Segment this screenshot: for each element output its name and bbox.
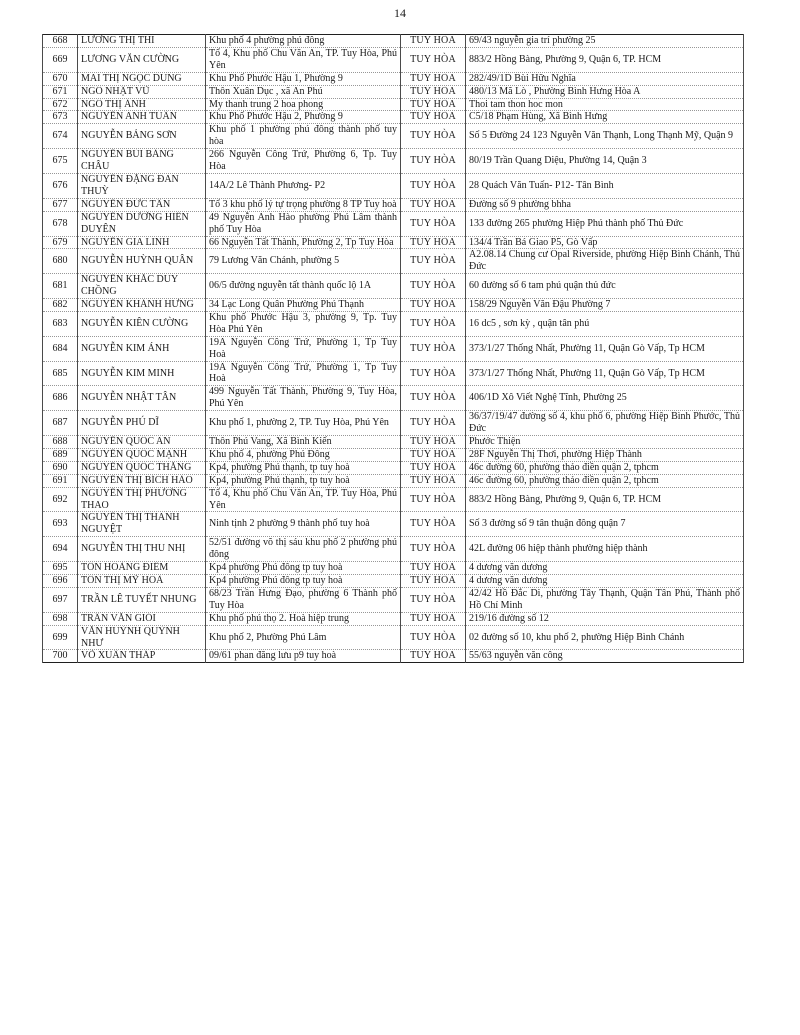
table-row bbox=[43, 625, 744, 650]
cell-name: NGUYỄN DƯƠNG HIỀN DUYÊN bbox=[78, 211, 206, 236]
cell-name: NGUYỄN PHÚ DĨ bbox=[78, 411, 206, 436]
cell-address-2: 219/16 đường số 12 bbox=[466, 612, 744, 625]
table-row bbox=[43, 173, 744, 198]
cell-id: 700 bbox=[43, 650, 78, 663]
cell-id: 675 bbox=[43, 149, 78, 174]
cell-address-1: 14A/2 Lê Thành Phương- P2 bbox=[206, 173, 401, 198]
cell-address-2: 46c đường 60, phường thảo điền quận 2, tphcm bbox=[466, 474, 744, 487]
cell-id: 679 bbox=[43, 236, 78, 249]
cell-name: NGUYỄN THỊ BÍCH HẢO bbox=[78, 474, 206, 487]
cell-region: TUY HÒA bbox=[401, 124, 466, 149]
cell-address-2: 80/19 Trần Quang Diệu, Phường 14, Quận 3 bbox=[466, 149, 744, 174]
cell-address-2: 16 dc5 , sơn kỳ , quận tân phú bbox=[466, 311, 744, 336]
cell-address-2: Phước Thiện bbox=[466, 436, 744, 449]
cell-region: TUY HÒA bbox=[401, 72, 466, 85]
cell-address-2: C5/18 Phạm Hùng, Xã Bình Hưng bbox=[466, 111, 744, 124]
cell-address-2: 480/13 Mã Lò , Phường Bình Hưng Hòa A bbox=[466, 85, 744, 98]
table-row bbox=[43, 198, 744, 211]
table-row bbox=[43, 124, 744, 149]
cell-address-2: A2.08.14 Chung cư Opal Riverside, phường Hiệp Bình Chánh, Thủ Đức bbox=[466, 249, 744, 274]
table-row bbox=[43, 448, 744, 461]
cell-region: TUY HÒA bbox=[401, 512, 466, 537]
cell-address-2: 4 dương văn dương bbox=[466, 574, 744, 587]
cell-id: 699 bbox=[43, 625, 78, 650]
cell-name: NGUYỄN KIM MINH bbox=[78, 361, 206, 386]
table-row bbox=[43, 612, 744, 625]
table-row bbox=[43, 487, 744, 512]
table-row bbox=[43, 47, 744, 72]
cell-name: NGUYỄN ĐẶNG ĐAN THUỲ bbox=[78, 173, 206, 198]
cell-address-1: Khu phố 2, Phường Phú Lâm bbox=[206, 625, 401, 650]
table-row bbox=[43, 474, 744, 487]
table-row bbox=[43, 311, 744, 336]
cell-region: TUY HÒA bbox=[401, 537, 466, 562]
cell-address-2: 133 đường 265 phường Hiệp Phú thành phố Thủ Đức bbox=[466, 211, 744, 236]
table-row bbox=[43, 236, 744, 249]
cell-region: TUY HÒA bbox=[401, 448, 466, 461]
cell-region: TUY HÒA bbox=[401, 198, 466, 211]
cell-address-1: Khu phố 4, phường Phú Đông bbox=[206, 448, 401, 461]
cell-name: NGUYỄN NHẬT TÂN bbox=[78, 386, 206, 411]
cell-address-2: 4 dương văn dương bbox=[466, 562, 744, 575]
cell-address-2: 42L đường 06 hiệp thành phường hiệp thành bbox=[466, 537, 744, 562]
cell-region: TUY HÒA bbox=[401, 650, 466, 663]
cell-name: NGUYỄN BẢNG SƠN bbox=[78, 124, 206, 149]
cell-region: TUY HÒA bbox=[401, 249, 466, 274]
cell-id: 696 bbox=[43, 574, 78, 587]
cell-name: VĂN HUỲNH QUỲNH NHƯ bbox=[78, 625, 206, 650]
cell-region: TUY HÒA bbox=[401, 111, 466, 124]
cell-address-1: Kp4 phường Phú đông tp tuy hoà bbox=[206, 562, 401, 575]
cell-name: NGUYỄN THỊ THU NHỊ bbox=[78, 537, 206, 562]
cell-id: 678 bbox=[43, 211, 78, 236]
cell-address-1: Thôn Xuân Dục , xã An Phú bbox=[206, 85, 401, 98]
cell-address-2: 883/2 Hồng Bàng, Phường 9, Quận 6, TP. HCM bbox=[466, 47, 744, 72]
cell-region: TUY HÒA bbox=[401, 173, 466, 198]
cell-address-1: Tổ 4, Khu phố Chu Văn An, TP. Tuy Hòa, Phú Yên bbox=[206, 47, 401, 72]
cell-region: TUY HÒA bbox=[401, 35, 466, 48]
cell-id: 681 bbox=[43, 274, 78, 299]
cell-region: TUY HÒA bbox=[401, 461, 466, 474]
cell-region: TUY HÒA bbox=[401, 336, 466, 361]
table-row bbox=[43, 111, 744, 124]
cell-address-1: Kp4 phường Phú đông tp tuy hoà bbox=[206, 574, 401, 587]
cell-id: 688 bbox=[43, 436, 78, 449]
cell-address-2: 42/42 Hồ Đắc Di, phường Tây Thạnh, Quận Tân Phú, Thành phố Hồ Chí Minh bbox=[466, 587, 744, 612]
cell-address-1: Thôn Phú Vang, Xã Bình Kiến bbox=[206, 436, 401, 449]
cell-address-2: 46c đường 60, phường thảo điền quận 2, tphcm bbox=[466, 461, 744, 474]
cell-id: 698 bbox=[43, 612, 78, 625]
cell-region: TUY HÒA bbox=[401, 98, 466, 111]
cell-address-1: Khu phố 1 phường phú đông thành phố tuy hòa bbox=[206, 124, 401, 149]
cell-id: 682 bbox=[43, 299, 78, 312]
cell-id: 671 bbox=[43, 85, 78, 98]
cell-address-2: 883/2 Hồng Bàng, Phường 9, Quận 6, TP. HCM bbox=[466, 487, 744, 512]
cell-name: TÔN THỊ MỸ HOÀ bbox=[78, 574, 206, 587]
cell-name: TRẦN LÊ TUYẾT NHUNG bbox=[78, 587, 206, 612]
cell-address-1: 34 Lạc Long Quân Phường Phú Thạnh bbox=[206, 299, 401, 312]
cell-address-1: My thanh trung 2 hoa phong bbox=[206, 98, 401, 111]
roster-table bbox=[42, 34, 744, 663]
table-row bbox=[43, 587, 744, 612]
cell-address-1: Tổ 3 khu phố lý tự trọng phường 8 TP Tuy hoà bbox=[206, 198, 401, 211]
cell-address-1: Khu phố phú thọ 2. Hoà hiệp trung bbox=[206, 612, 401, 625]
cell-name: TRẦN VĂN GIỎI bbox=[78, 612, 206, 625]
cell-address-2: 373/1/27 Thống Nhất, Phường 11, Quận Gò Vấp, Tp HCM bbox=[466, 336, 744, 361]
table-row bbox=[43, 211, 744, 236]
cell-name: NGUYỄN QUỐC MẠNH bbox=[78, 448, 206, 461]
cell-address-1: Khu Phố Phước Hậu 1, Phường 9 bbox=[206, 72, 401, 85]
cell-name: NGÔ NHẬT VŨ bbox=[78, 85, 206, 98]
cell-address-1: 49 Nguyễn Anh Hào phường Phú Lâm thành phố Tuy Hòa bbox=[206, 211, 401, 236]
cell-address-2: 69/43 nguyễn gia trí phường 25 bbox=[466, 35, 744, 48]
cell-name: NGUYỄN HUỲNH QUÂN bbox=[78, 249, 206, 274]
table-row bbox=[43, 436, 744, 449]
cell-region: TUY HÒA bbox=[401, 47, 466, 72]
table-row bbox=[43, 361, 744, 386]
cell-address-2: 36/37/19/47 đường số 4, khu phố 6, phường Hiệp Bình Phước, Thủ Đức bbox=[466, 411, 744, 436]
cell-name: NGUYỄN ĐỨC TẤN bbox=[78, 198, 206, 211]
table-row bbox=[43, 249, 744, 274]
cell-region: TUY HÒA bbox=[401, 311, 466, 336]
cell-address-2: 55/63 nguyễn văn công bbox=[466, 650, 744, 663]
cell-address-1: Ninh tịnh 2 phường 9 thành phố tuy hoà bbox=[206, 512, 401, 537]
page-number: 14 bbox=[394, 6, 406, 20]
cell-id: 694 bbox=[43, 537, 78, 562]
cell-name: NGUYỄN KIM ÁNH bbox=[78, 336, 206, 361]
cell-address-1: 52/51 đường võ thị sáu khu phố 2 phường phú đông bbox=[206, 537, 401, 562]
cell-address-1: 499 Nguyễn Tất Thành, Phường 9, Tuy Hòa, Phú Yên bbox=[206, 386, 401, 411]
cell-id: 668 bbox=[43, 35, 78, 48]
cell-id: 687 bbox=[43, 411, 78, 436]
cell-name: NGUYỄN KHÁNH HƯNG bbox=[78, 299, 206, 312]
cell-id: 680 bbox=[43, 249, 78, 274]
cell-name: NGUYỄN THỊ THANH NGUYỆT bbox=[78, 512, 206, 537]
cell-address-2: 28F Nguyễn Thị Thơi, phường Hiệp Thành bbox=[466, 448, 744, 461]
cell-id: 690 bbox=[43, 461, 78, 474]
cell-region: TUY HÒA bbox=[401, 487, 466, 512]
cell-region: TUY HÒA bbox=[401, 386, 466, 411]
cell-address-2: Số 5 Đường 24 123 Nguyễn Văn Thạnh, Long Thạnh Mỹ, Quận 9 bbox=[466, 124, 744, 149]
cell-address-2: 02 đường số 10, khu phố 2, phường Hiệp Bình Chánh bbox=[466, 625, 744, 650]
cell-address-1: 79 Lương Văn Chánh, phường 5 bbox=[206, 249, 401, 274]
cell-name: NGUYỄN KIÊN CƯỜNG bbox=[78, 311, 206, 336]
cell-region: TUY HÒA bbox=[401, 574, 466, 587]
table-row bbox=[43, 512, 744, 537]
cell-name: NGUYỄN KHẮC DUY CHỒNG bbox=[78, 274, 206, 299]
cell-address-1: 68/23 Trần Hưng Đạo, phường 6 Thành phố Tuy Hòa bbox=[206, 587, 401, 612]
cell-address-2: 134/4 Trần Bá Giao P5, Gò Vấp bbox=[466, 236, 744, 249]
table-row bbox=[43, 299, 744, 312]
cell-address-2: Thoi tam thon hoc mon bbox=[466, 98, 744, 111]
table-row bbox=[43, 386, 744, 411]
cell-name: VÕ XUÂN THÁP bbox=[78, 650, 206, 663]
cell-address-1: 19A Nguyễn Công Trứ, Phường 1, Tp Tuy Hoà bbox=[206, 336, 401, 361]
cell-region: TUY HÒA bbox=[401, 236, 466, 249]
table-body bbox=[43, 35, 744, 663]
cell-name: TÔN HOÀNG ĐIỀM bbox=[78, 562, 206, 575]
cell-address-1: Khu phố 4 phường phú đông bbox=[206, 35, 401, 48]
cell-id: 670 bbox=[43, 72, 78, 85]
table-row bbox=[43, 562, 744, 575]
cell-region: TUY HÒA bbox=[401, 85, 466, 98]
cell-name: NGUYỄN QUỐC THẮNG bbox=[78, 461, 206, 474]
cell-id: 685 bbox=[43, 361, 78, 386]
cell-address-1: 66 Nguyễn Tất Thành, Phường 2, Tp Tuy Hòa bbox=[206, 236, 401, 249]
table-row bbox=[43, 85, 744, 98]
cell-id: 691 bbox=[43, 474, 78, 487]
cell-id: 676 bbox=[43, 173, 78, 198]
cell-address-1: Khu phố Phước Hậu 3, phường 9, Tp. Tuy Hòa Phú Yên bbox=[206, 311, 401, 336]
cell-address-2: 282/49/1D Bùi Hữu Nghĩa bbox=[466, 72, 744, 85]
cell-name: LƯƠNG THỊ THI bbox=[78, 35, 206, 48]
cell-region: TUY HÒA bbox=[401, 361, 466, 386]
table-row bbox=[43, 35, 744, 48]
cell-name: NGUYỄN THỊ PHƯƠNG THAO bbox=[78, 487, 206, 512]
cell-region: TUY HÒA bbox=[401, 587, 466, 612]
table-row bbox=[43, 411, 744, 436]
table-row bbox=[43, 461, 744, 474]
cell-id: 677 bbox=[43, 198, 78, 211]
cell-region: TUY HÒA bbox=[401, 612, 466, 625]
cell-id: 684 bbox=[43, 336, 78, 361]
cell-address-1: 06/5 đường nguyễn tất thành quốc lộ 1A bbox=[206, 274, 401, 299]
cell-address-1: Kp4, phường Phú thạnh, tp tuy hoà bbox=[206, 461, 401, 474]
cell-address-1: Khu phố 1, phường 2, TP. Tuy Hòa, Phú Yên bbox=[206, 411, 401, 436]
cell-address-1: Tổ 4, Khu phố Chu Văn An, TP. Tuy Hòa, Phú Yên bbox=[206, 487, 401, 512]
cell-address-1: 266 Nguyễn Công Trứ, Phường 6, Tp. Tuy Hòa bbox=[206, 149, 401, 174]
cell-name: MAI THỊ NGỌC DUNG bbox=[78, 72, 206, 85]
cell-id: 674 bbox=[43, 124, 78, 149]
cell-region: TUY HÒA bbox=[401, 299, 466, 312]
table-row bbox=[43, 336, 744, 361]
table-row bbox=[43, 274, 744, 299]
cell-address-1: 19A Nguyễn Công Trứ, Phường 1, Tp Tuy Hoà bbox=[206, 361, 401, 386]
cell-name: NGÔ THỊ ÁNH bbox=[78, 98, 206, 111]
cell-id: 689 bbox=[43, 448, 78, 461]
cell-id: 672 bbox=[43, 98, 78, 111]
cell-region: TUY HÒA bbox=[401, 436, 466, 449]
table-row bbox=[43, 72, 744, 85]
cell-region: TUY HÒA bbox=[401, 411, 466, 436]
table-row bbox=[43, 149, 744, 174]
cell-region: TUY HÒA bbox=[401, 274, 466, 299]
cell-id: 693 bbox=[43, 512, 78, 537]
cell-name: NGUYỄN QUỐC AN bbox=[78, 436, 206, 449]
cell-id: 686 bbox=[43, 386, 78, 411]
cell-address-2: 373/1/27 Thống Nhất, Phường 11, Quận Gò Vấp, Tp HCM bbox=[466, 361, 744, 386]
cell-id: 695 bbox=[43, 562, 78, 575]
cell-region: TUY HÒA bbox=[401, 211, 466, 236]
cell-id: 669 bbox=[43, 47, 78, 72]
table-row bbox=[43, 650, 744, 663]
cell-id: 697 bbox=[43, 587, 78, 612]
cell-id: 692 bbox=[43, 487, 78, 512]
table-row bbox=[43, 537, 744, 562]
cell-id: 673 bbox=[43, 111, 78, 124]
cell-address-2: Số 3 đường số 9 tân thuận đông quận 7 bbox=[466, 512, 744, 537]
cell-address-2: 158/29 Nguyễn Văn Đậu Phường 7 bbox=[466, 299, 744, 312]
cell-address-1: Kp4, phường Phú thạnh, tp tuy hoà bbox=[206, 474, 401, 487]
cell-id: 683 bbox=[43, 311, 78, 336]
cell-region: TUY HÒA bbox=[401, 474, 466, 487]
cell-region: TUY HÒA bbox=[401, 562, 466, 575]
cell-region: TUY HÒA bbox=[401, 149, 466, 174]
cell-name: LƯƠNG VĂN CƯỜNG bbox=[78, 47, 206, 72]
cell-address-2: 406/1D Xô Viết Nghệ Tĩnh, Phường 25 bbox=[466, 386, 744, 411]
table-row bbox=[43, 98, 744, 111]
cell-region: TUY HÒA bbox=[401, 625, 466, 650]
cell-name: NGUYỄN BÙI BẢNG CHÂU bbox=[78, 149, 206, 174]
cell-address-1: Khu Phố Phước Hậu 2, Phường 9 bbox=[206, 111, 401, 124]
cell-address-2: 60 đường số 6 tam phú quận thủ đức bbox=[466, 274, 744, 299]
cell-address-2: 28 Quách Văn Tuấn- P12- Tân Bình bbox=[466, 173, 744, 198]
cell-address-1: 09/61 phan đăng lưu p9 tuy hoà bbox=[206, 650, 401, 663]
table-row bbox=[43, 574, 744, 587]
cell-address-2: Đường số 9 phường bhha bbox=[466, 198, 744, 211]
cell-name: NGUYỄN ANH TUẤN bbox=[78, 111, 206, 124]
cell-name: NGUYỄN GIA LINH bbox=[78, 236, 206, 249]
